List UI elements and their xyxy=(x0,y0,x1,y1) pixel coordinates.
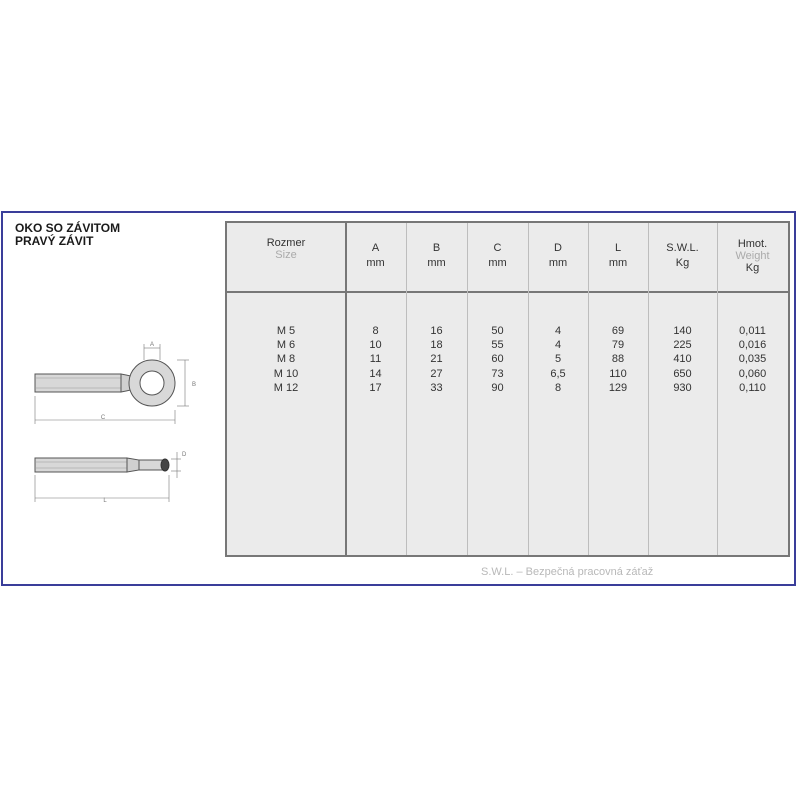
header-c: C mm xyxy=(488,242,507,269)
column-swl xyxy=(648,324,717,395)
dim-label-l: L xyxy=(103,498,107,504)
cell: 69 xyxy=(611,325,625,337)
footnote-swl: S.W.L. – Bezpečná pracovná záťaž xyxy=(481,566,654,578)
cell: 110 xyxy=(609,367,627,380)
cell: M 12 xyxy=(273,381,299,394)
cell: 129 xyxy=(608,381,628,394)
cell: 6,5 xyxy=(550,367,566,380)
cell: 410 xyxy=(673,353,692,366)
column-size xyxy=(227,324,345,395)
cell: 4 xyxy=(554,339,562,352)
cell: 90 xyxy=(491,381,504,394)
cell: 79 xyxy=(611,339,625,352)
product-panel xyxy=(1,211,796,586)
cell: 16 xyxy=(430,325,443,337)
specs-table xyxy=(225,221,790,557)
header-a: A mm xyxy=(366,242,385,269)
cell: 88 xyxy=(611,353,625,366)
header-l: L mm xyxy=(608,242,628,269)
cell: 10 xyxy=(369,339,382,352)
cell: 225 xyxy=(673,339,692,352)
header-weight: Hmot. Weight Kg xyxy=(735,238,770,274)
cell: 14 xyxy=(369,367,382,380)
cell: 0,060 xyxy=(738,367,767,380)
header-size: Rozmer Size xyxy=(266,237,306,261)
cell: M 8 xyxy=(276,353,296,366)
cell: 5 xyxy=(554,353,562,366)
header-d: D mm xyxy=(548,242,568,269)
header-b: B mm xyxy=(427,242,446,269)
cell: 650 xyxy=(673,367,692,380)
cell: 0,011 xyxy=(739,325,766,337)
header-divider xyxy=(227,291,788,293)
cell: 140 xyxy=(673,325,692,337)
cell: 4 xyxy=(554,325,562,337)
dim-label-b: B xyxy=(192,382,197,388)
header-swl: S.W.L. Kg xyxy=(666,242,699,269)
column-d xyxy=(528,324,588,395)
cell: 27 xyxy=(430,367,443,380)
column-c xyxy=(467,324,528,395)
column-l xyxy=(588,324,648,395)
eye-bolt-drawing xyxy=(27,338,202,508)
column-b xyxy=(406,324,467,395)
column-a xyxy=(345,324,406,395)
cell: 930 xyxy=(673,381,692,394)
cell: 0,110 xyxy=(739,381,766,394)
cell: 55 xyxy=(491,339,504,352)
cell: 8 xyxy=(554,381,562,394)
title-line-1: OKO SO ZÁVITOM xyxy=(15,221,121,235)
cell: 21 xyxy=(430,353,443,366)
dim-label-d: D xyxy=(182,452,187,458)
cell: 18 xyxy=(430,339,443,352)
cell: 73 xyxy=(491,367,504,380)
dim-label-a: A xyxy=(149,342,155,348)
cell: M 5 xyxy=(276,325,296,337)
cell: M 10 xyxy=(273,367,299,380)
cell: 33 xyxy=(430,381,443,394)
cell: 17 xyxy=(369,381,382,394)
cell: 11 xyxy=(369,353,382,366)
dim-label-c: C xyxy=(100,415,106,421)
cell: 8 xyxy=(372,325,379,337)
title-line-2: PRAVÝ ZÁVIT xyxy=(15,234,94,248)
cell: 0,016 xyxy=(738,339,767,352)
cell: 0,035 xyxy=(738,353,767,366)
cell: 60 xyxy=(491,353,504,366)
column-weight xyxy=(717,324,788,395)
cell: 50 xyxy=(491,325,504,337)
cell: M 6 xyxy=(276,339,296,352)
product-title xyxy=(15,222,120,248)
